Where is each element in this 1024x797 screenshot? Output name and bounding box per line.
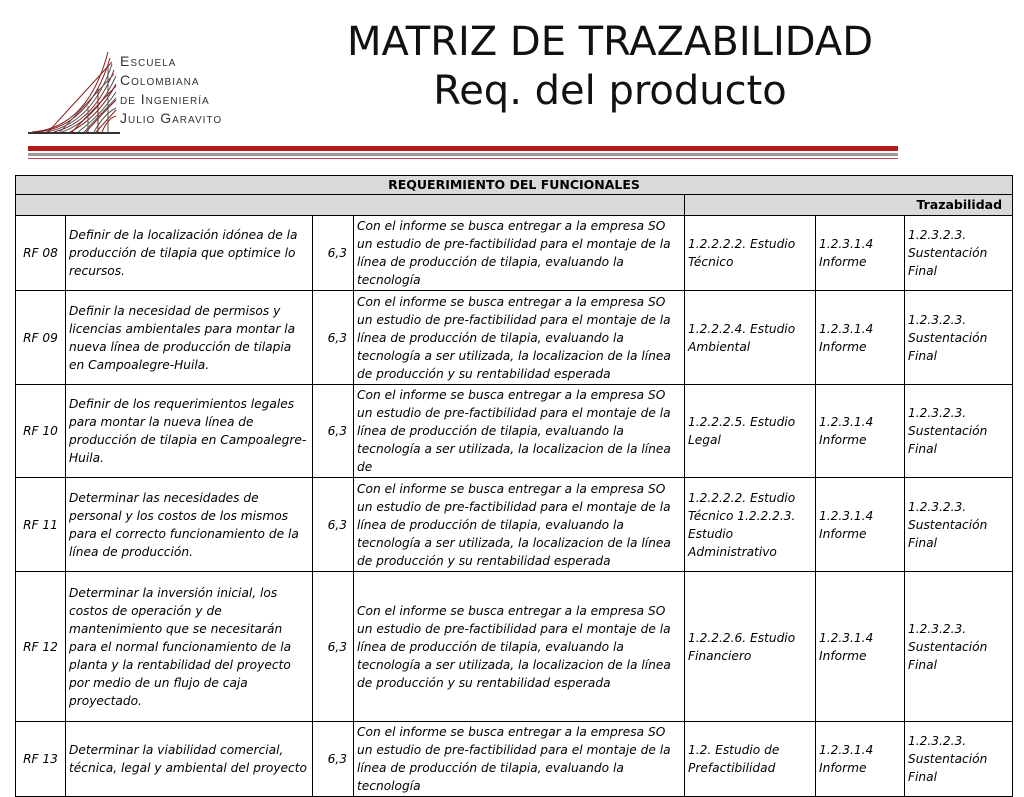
req-description: Con el informe se busca entregar a la empresa SO un estudio de pre-factibilidad para el montaje de la línea de producción de tilapia, evaluando la tecnología xyxy=(354,722,685,797)
trace-study: 1.2.2.2.2. Estudio Técnico 1.2.2.2.3. Estudio Administrativo xyxy=(685,478,816,572)
req-definition: Definir de los requerimientos legales para montar la nueva línea de producción de tilapia en Campoalegre-Huila. xyxy=(66,385,313,478)
table-row xyxy=(16,216,1013,291)
trace-study: 1.2.2.2.2. Estudio Técnico xyxy=(685,216,816,291)
trace-final: 1.2.3.2.3. Sustentación Final xyxy=(905,572,1013,722)
req-id: RF 10 xyxy=(16,385,66,478)
trace-final: 1.2.3.2.3. Sustentación Final xyxy=(905,385,1013,478)
trace-final: 1.2.3.2.3. Sustentación Final xyxy=(905,291,1013,385)
trace-report: 1.2.3.1.4 Informe xyxy=(816,385,905,478)
req-id: RF 12 xyxy=(16,572,66,722)
slide-title xyxy=(300,18,920,116)
req-value: 6,3 xyxy=(313,478,354,572)
req-definition: Determinar la inversión inicial, los costos de operación y de mantenimiento que se necesitarán para el normal funcionamiento de la planta y la rentabilidad del proyecto por medio de un flujo de caja proyectado. xyxy=(66,572,313,722)
logo-line-2: Colombiana xyxy=(120,72,200,88)
divider-red-thin xyxy=(28,158,898,159)
divider-red xyxy=(28,146,898,151)
trace-final: 1.2.3.2.3. Sustentación Final xyxy=(905,478,1013,572)
req-value: 6,3 xyxy=(313,291,354,385)
trace-report: 1.2.3.1.4 Informe xyxy=(816,722,905,797)
table-subheader-blank xyxy=(16,195,685,216)
trace-report: 1.2.3.1.4 Informe xyxy=(816,478,905,572)
trace-final: 1.2.3.2.3. Sustentación Final xyxy=(905,216,1013,291)
logo-line-3: de Ingeniería xyxy=(120,91,210,107)
req-description: Con el informe se busca entregar a la empresa SO un estudio de pre-factibilidad para el montaje de la línea de producción de tilapia, evaluando la tecnología a ser utilizada, la localizacion de la línea de producción y su rentabilidad esperada xyxy=(354,291,685,385)
req-id: RF 08 xyxy=(16,216,66,291)
req-id: RF 09 xyxy=(16,291,66,385)
trace-final: 1.2.3.2.3. Sustentación Final xyxy=(905,722,1013,797)
table-row xyxy=(16,722,1013,797)
req-description: Con el informe se busca entregar a la empresa SO un estudio de pre-factibilidad para el montaje de la línea de producción de tilapia, evaluando la tecnología a ser utilizada, la localizacion de la línea de producción y su rentabilidad esperada xyxy=(354,572,685,722)
table-row xyxy=(16,385,1013,478)
req-definition: Determinar la viabilidad comercial, técnica, legal y ambiental del proyecto xyxy=(66,722,313,797)
table-row xyxy=(16,572,1013,722)
trace-study: 1.2.2.2.6. Estudio Financiero xyxy=(685,572,816,722)
req-id: RF 11 xyxy=(16,478,66,572)
trace-report: 1.2.3.1.4 Informe xyxy=(816,291,905,385)
trace-study: 1.2.2.2.5. Estudio Legal xyxy=(685,385,816,478)
req-value: 6,3 xyxy=(313,385,354,478)
logo-line-4: Julio Garavito xyxy=(120,110,223,126)
req-value: 6,3 xyxy=(313,722,354,797)
req-value: 6,3 xyxy=(313,216,354,291)
title-line-2: Req. del producto xyxy=(433,68,787,114)
req-definition: Definir la necesidad de permisos y licencias ambientales para montar la nueva línea de producción de tilapia en Campoalegre-Huila. xyxy=(66,291,313,385)
req-description: Con el informe se busca entregar a la empresa SO un estudio de pre-factibilidad para el montaje de la línea de producción de tilapia, evaluando la tecnología xyxy=(354,216,685,291)
table-main-header: REQUERIMIENTO DEL FUNCIONALES xyxy=(16,176,1013,195)
req-definition: Definir de la localización idónea de la producción de tilapia que optimice lo recursos. xyxy=(66,216,313,291)
table-row xyxy=(16,478,1013,572)
trace-study: 1.2.2.2.4. Estudio Ambiental xyxy=(685,291,816,385)
trace-study: 1.2. Estudio de Prefactibilidad xyxy=(685,722,816,797)
title-line-1: MATRIZ DE TRAZABILIDAD xyxy=(346,19,873,65)
divider-gray xyxy=(28,153,898,156)
table-header-row xyxy=(16,176,1013,195)
trace-report: 1.2.3.1.4 Informe xyxy=(816,216,905,291)
req-description: Con el informe se busca entregar a la empresa SO un estudio de pre-factibilidad para el montaje de la línea de producción de tilapia, evaluando la tecnología a ser utilizada, la localizacion de la línea de producción y su rentabilidad esperada xyxy=(354,478,685,572)
req-description: Con el informe se busca entregar a la empresa SO un estudio de pre-factibilidad para el montaje de la línea de producción de tilapia, evaluando la tecnología a ser utilizada, la localizacion de la línea de xyxy=(354,385,685,478)
logo-text xyxy=(120,52,222,128)
logo-line-1: Escuela xyxy=(120,53,177,69)
logo-arc-grid xyxy=(32,52,116,132)
req-definition: Determinar las necesidades de personal y los costos de los mismos para el correcto funcionamiento de la línea de producción. xyxy=(66,478,313,572)
req-id: RF 13 xyxy=(16,722,66,797)
req-value: 6,3 xyxy=(313,572,354,722)
traceability-table xyxy=(15,175,1013,797)
trazabilidad-header: Trazabilidad xyxy=(685,195,1013,216)
trace-report: 1.2.3.1.4 Informe xyxy=(816,572,905,722)
table-row xyxy=(16,291,1013,385)
table-subheader-row xyxy=(16,195,1013,216)
